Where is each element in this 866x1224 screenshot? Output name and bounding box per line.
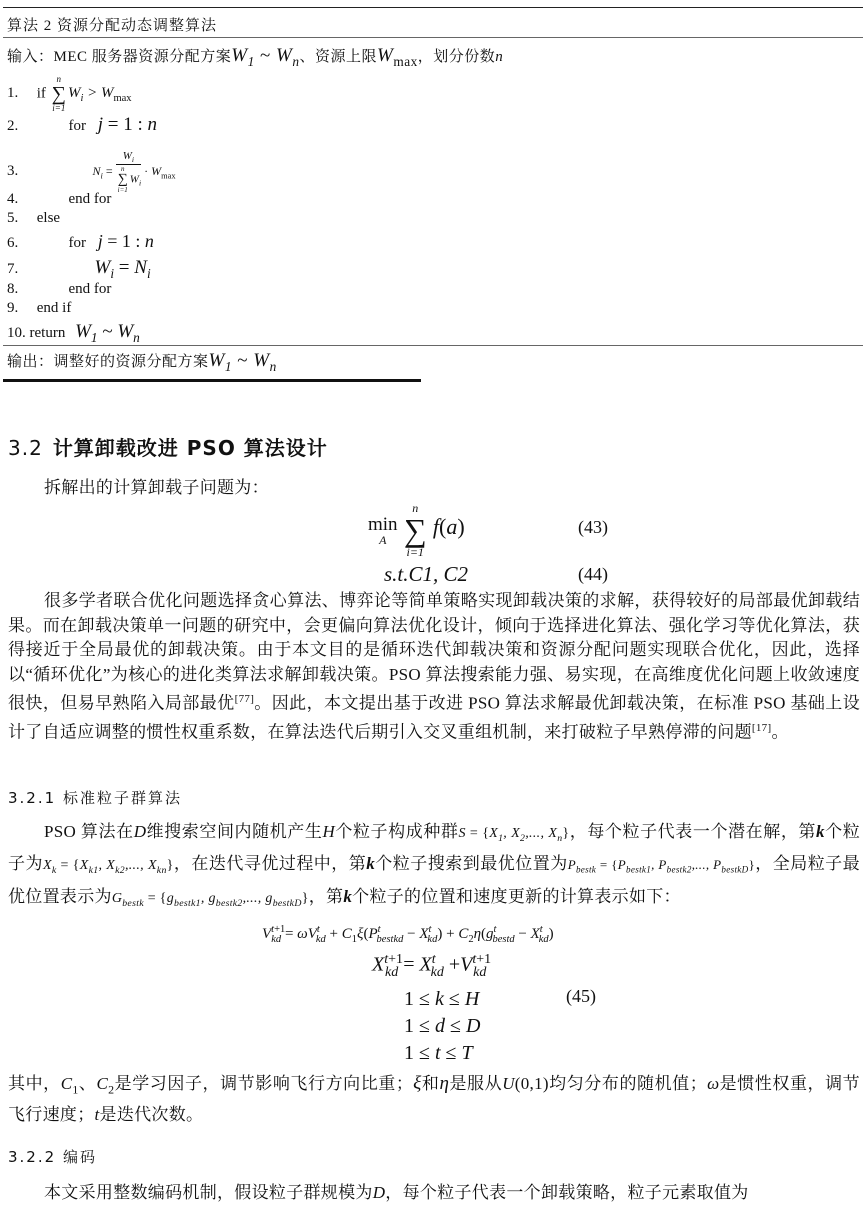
step-1-math: n ∑ i=1 $W_i > W_{max}$ — [51, 74, 132, 113]
paragraph-text: 本文采用整数编码机制，假设粒子群规模为 — [44, 1183, 373, 1202]
step-keyword: end for — [68, 281, 112, 297]
equation-45-velocity: $V^{t+1}_{kd} = \omega V^t_{kd} + C_1\xi(P^t_{bestkd} - X^t_{kd}) + C_2\eta(g^t_{bestd} - X^t_{kd})$ — [262, 924, 554, 945]
algorithm-step-5 — [7, 210, 60, 227]
math-particle-k: $X_k = \{X_{k1}$, $X_{k2}$,..., $X_{kn}$} — [42, 858, 174, 877]
subsection-title: 编码 — [62, 1148, 97, 1166]
step-number: 6. — [7, 235, 19, 251]
algorithm-step-4 — [7, 191, 111, 208]
paragraph-text: 个粒子为 — [8, 822, 861, 874]
paragraph-text: ，每个粒子代表一个潜在解，第 — [569, 822, 817, 841]
math-uniform: U(0,1) — [502, 1074, 549, 1093]
step-keyword: for — [68, 235, 86, 251]
paragraph-text: 。 — [771, 722, 789, 742]
step-10-math: $W_1$ ~ $W_n$ — [75, 321, 140, 345]
math-k: k — [366, 854, 376, 874]
output-math-w: $W_1$ ~ $W_n$ — [208, 350, 277, 374]
step-keyword: end if — [36, 300, 72, 316]
math-k: k — [816, 822, 825, 841]
paragraph-text: 个粒子的位置和速度更新的计算表示如下： — [352, 886, 681, 906]
summation-symbol: n ∑ i=1 — [403, 501, 427, 559]
section-intro: 拆解出的计算卸载子问题为： — [44, 478, 269, 497]
math-pbest: $P_{bestk} = \{P_{bestk1}$, $P_{bestk2}$,..., $P_{bestkD}$} — [567, 857, 756, 875]
step-keyword: if — [36, 85, 46, 102]
step-number: 5. — [7, 210, 19, 226]
math-eta: η — [439, 1073, 450, 1094]
algorithm-input — [7, 45, 503, 70]
paragraph-text: 个粒子构成种群 — [335, 822, 459, 841]
algorithm-bottom-rule — [3, 379, 421, 382]
paragraph-text: ，每个粒子代表一个卸载策略，粒子元素取值为 — [385, 1183, 749, 1202]
fraction: $W_i$ n ∑ i=1 $W_i$ — [117, 150, 142, 195]
step-3-math: $N_i$ = $W_i$ n ∑ i=1 $W_i$ · $W_{max}$ — [92, 150, 176, 195]
step-number: 4. — [7, 191, 19, 207]
step-number: 1. — [7, 85, 19, 102]
step-keyword: for — [68, 118, 86, 134]
algorithm-header-rule — [3, 37, 863, 38]
math-D: D — [372, 1183, 386, 1202]
paragraph-text: 其中， — [8, 1074, 61, 1093]
input-math-wmax: $W_{max}$ — [377, 45, 418, 69]
step-keyword: return — [29, 325, 66, 341]
math-k: k — [343, 886, 353, 906]
citation-17[interactable]: [17] — [751, 722, 772, 735]
summation-symbol: n ∑ i=1 — [51, 74, 66, 113]
subsection-number: 3.2.2 — [8, 1148, 57, 1166]
paragraph-text: PSO 算法在 — [44, 822, 134, 841]
paragraph-text: 是服从 — [449, 1074, 503, 1093]
equation-number-44: (44) — [578, 564, 608, 584]
step-6-math: j = 1 : n — [97, 231, 154, 251]
equation-number-45: (45) — [566, 986, 596, 1006]
subsection-number: 3.2.1 — [8, 789, 57, 807]
algorithm-input-label: 输入：MEC 服务器资源分配方案 — [7, 49, 232, 65]
step-number: 3. — [7, 162, 19, 179]
paragraph-text: ，第 — [308, 886, 344, 906]
paragraph-text: 是惯性权重，调节飞行速度； — [8, 1074, 860, 1125]
equation-45-position: $X^{t+1}_{kd} = X^t_{kd} +V^{t+1}_{kd}$ — [372, 952, 492, 980]
subsection-title: 标准粒子群算法 — [62, 789, 182, 807]
paragraph-text: ，全局粒子最优位置表示为 — [8, 854, 860, 906]
step-number: 9. — [7, 300, 19, 316]
paragraph-text: 均匀分布的随机值； — [548, 1074, 708, 1093]
math-population-set: $S = \{X_1$, $X_2$,..., $X_n$} — [458, 826, 570, 844]
citation-77[interactable]: [77] — [234, 693, 255, 705]
algorithm-output — [7, 350, 277, 375]
section-paragraph-1 — [8, 589, 860, 745]
algorithm-input-tail: 、资源上限 — [299, 49, 378, 65]
algorithm-step-2 — [7, 114, 157, 136]
math-D: D — [133, 822, 147, 841]
algorithm-step-3 — [7, 150, 176, 194]
step-2-math: j = 1 : n — [97, 114, 158, 135]
math-H: H — [322, 822, 336, 841]
algorithm-step-9 — [7, 300, 71, 317]
equation-44: s.t.C1, C2 — [384, 562, 469, 586]
paragraph-text: 很多学者联合优化问题选择贪心算法、博弈论等简单策略实现卸载决策的求解，获得较好的局部最优卸载结果。而在卸载决策单一问题的研究中，会更偏向算法优化设计，倾向于选择进化算法、强化学习等优化算法，获得接近于全局最优的卸载决策。由于本文目的是循环迭代卸载决策和资源分配问题实现联合优化，因此，选择以“循环优化”为核心的进化类算法求解卸载决策。PSO 算法搜索能力强、易实现，在高维度优化问题上收敛速度很快，但易早熟陷入局部最优 — [8, 591, 860, 713]
step-number: 10. — [7, 325, 26, 341]
subsection-1-paragraph — [8, 819, 860, 916]
subsection-heading-2 — [8, 1146, 97, 1167]
paragraph-text: 和 — [421, 1074, 440, 1093]
algorithm-title: 算法 2 资源分配动态调整算法 — [7, 18, 218, 34]
subsection-1-where-paragraph — [8, 1071, 860, 1127]
step-keyword: end for — [68, 191, 112, 207]
paragraph-text: 。因此，本文提出基于改进 PSO 算法求解最优卸载决策，在标准 PSO 基础上设计了自适应调整的惯性权重系数，在算法迭代后期引入交叉重组机制，来打破粒子早熟停滞的问题 — [8, 693, 861, 742]
subsection-2-paragraph — [8, 1181, 860, 1206]
paragraph-text: ，在迭代寻优过程中，第 — [173, 854, 367, 874]
equation-number-43: (43) — [578, 517, 608, 537]
algorithm-top-rule — [3, 7, 863, 8]
algorithm-step-6 — [7, 231, 154, 252]
algorithm-step-10 — [7, 321, 140, 346]
section-title: 计算卸载改进 PSO 算法设计 — [52, 436, 328, 460]
equation-45-t-range: 1 ≤ t ≤ T — [404, 1042, 473, 1064]
algorithm-step-1 — [7, 75, 132, 113]
step-number: 8. — [7, 281, 19, 297]
math-C1: $C_1$ — [60, 1074, 79, 1097]
equation-45-d-range: 1 ≤ d ≤ D — [404, 1015, 481, 1037]
equation-45-k-range: 1 ≤ k ≤ H — [404, 988, 480, 1010]
section-number: 3.2 — [8, 436, 43, 460]
subsection-heading-1 — [8, 787, 182, 808]
step-number: 2. — [7, 118, 19, 134]
math-t: t — [94, 1105, 100, 1125]
step-keyword: else — [36, 210, 61, 226]
step-7-math: $W_i = N_i$ — [94, 257, 151, 281]
paragraph-text: 是学习因子，调节影响飞行方向比重； — [114, 1074, 414, 1093]
math-gbest: $G_{bestk} = \{g_{bestk1}$, $g_{bestk2}$,..., $g_{bestkD}$} — [111, 890, 309, 909]
algorithm-output-rule — [3, 345, 863, 346]
paragraph-text: 个粒子搜索到最优位置为 — [375, 854, 568, 874]
input-math-n: n — [495, 49, 504, 65]
paragraph-text: 是迭代次数。 — [99, 1105, 204, 1125]
step-number: 7. — [7, 261, 19, 277]
math-C2: $C_2$ — [96, 1074, 115, 1097]
math-xi: ξ — [413, 1073, 422, 1094]
algorithm-step-7 — [7, 257, 151, 282]
algorithm-output-label: 输出：调整好的资源分配方案 — [7, 354, 209, 370]
paragraph-text: 、 — [78, 1074, 97, 1093]
algorithm-input-tail2: ，划分份数 — [417, 49, 496, 65]
equation-43: min A n ∑ i=1 f(a) — [368, 501, 465, 559]
algorithm-step-8 — [7, 281, 111, 298]
math-omega: ω — [707, 1074, 720, 1093]
paragraph-text: 维搜索空间内随机产生 — [146, 822, 323, 841]
input-math-w: $W_1$ ~ $W_n$ — [231, 45, 300, 69]
section-heading — [8, 432, 328, 461]
